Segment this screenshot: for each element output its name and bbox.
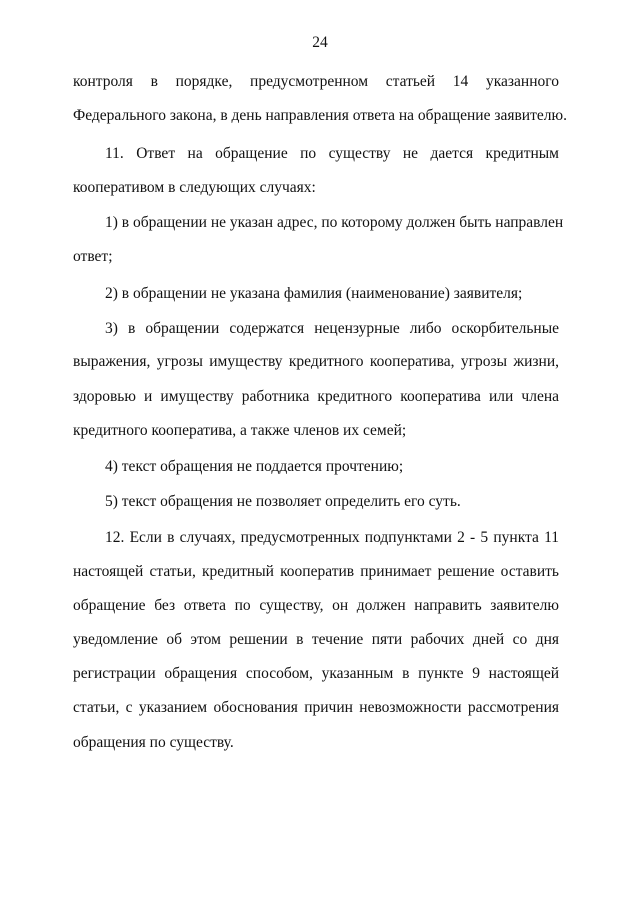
text-line: обращения по существу. xyxy=(73,734,234,751)
text-line: Федерального закона, в день направления ответа на обращение заявителю. xyxy=(73,107,567,124)
text-line: 4) текст обращения не поддается прочтению; xyxy=(105,458,404,475)
text-line: ответ; xyxy=(73,248,113,265)
text-line: статьи, с указанием обоснования причин невозможности рассмотрения xyxy=(73,699,559,716)
text-line: здоровью и имуществу работника кредитного кооператива или члена xyxy=(73,388,559,405)
text-line: 1) в обращении не указан адрес, по которому должен быть направлен xyxy=(105,214,564,231)
page-number: 24 xyxy=(312,34,328,51)
text-line: 11. Ответ на обращение по существу не дается кредитным xyxy=(105,145,559,162)
text-line: настоящей статьи, кредитный кооператив принимает решение оставить xyxy=(73,563,559,580)
text-line: регистрации обращения способом, указанным в пункте 9 настоящей xyxy=(73,665,559,682)
text-line: кредитного кооператива, а также членов их семей; xyxy=(73,422,407,439)
text-line: 2) в обращении не указана фамилия (наименование) заявителя; xyxy=(105,285,523,302)
text-line: 12. Если в случаях, предусмотренных подпунктами 2 - 5 пункта 11 xyxy=(105,529,559,546)
text-line: выражения, угрозы имуществу кредитного кооператива, угрозы жизни, xyxy=(73,353,559,370)
text-line: обращение без ответа по существу, он должен направить заявителю xyxy=(73,597,559,614)
text-line: контроля в порядке, предусмотренном статьей 14 указанного xyxy=(73,73,559,90)
text-line: 3) в обращении содержатся нецензурные либо оскорбительные xyxy=(105,320,559,337)
text-line: уведомление об этом решении в течение пяти рабочих дней со дня xyxy=(73,631,559,648)
text-line: кооперативом в следующих случаях: xyxy=(73,179,316,196)
text-line: 5) текст обращения не позволяет определить его суть. xyxy=(105,493,461,510)
